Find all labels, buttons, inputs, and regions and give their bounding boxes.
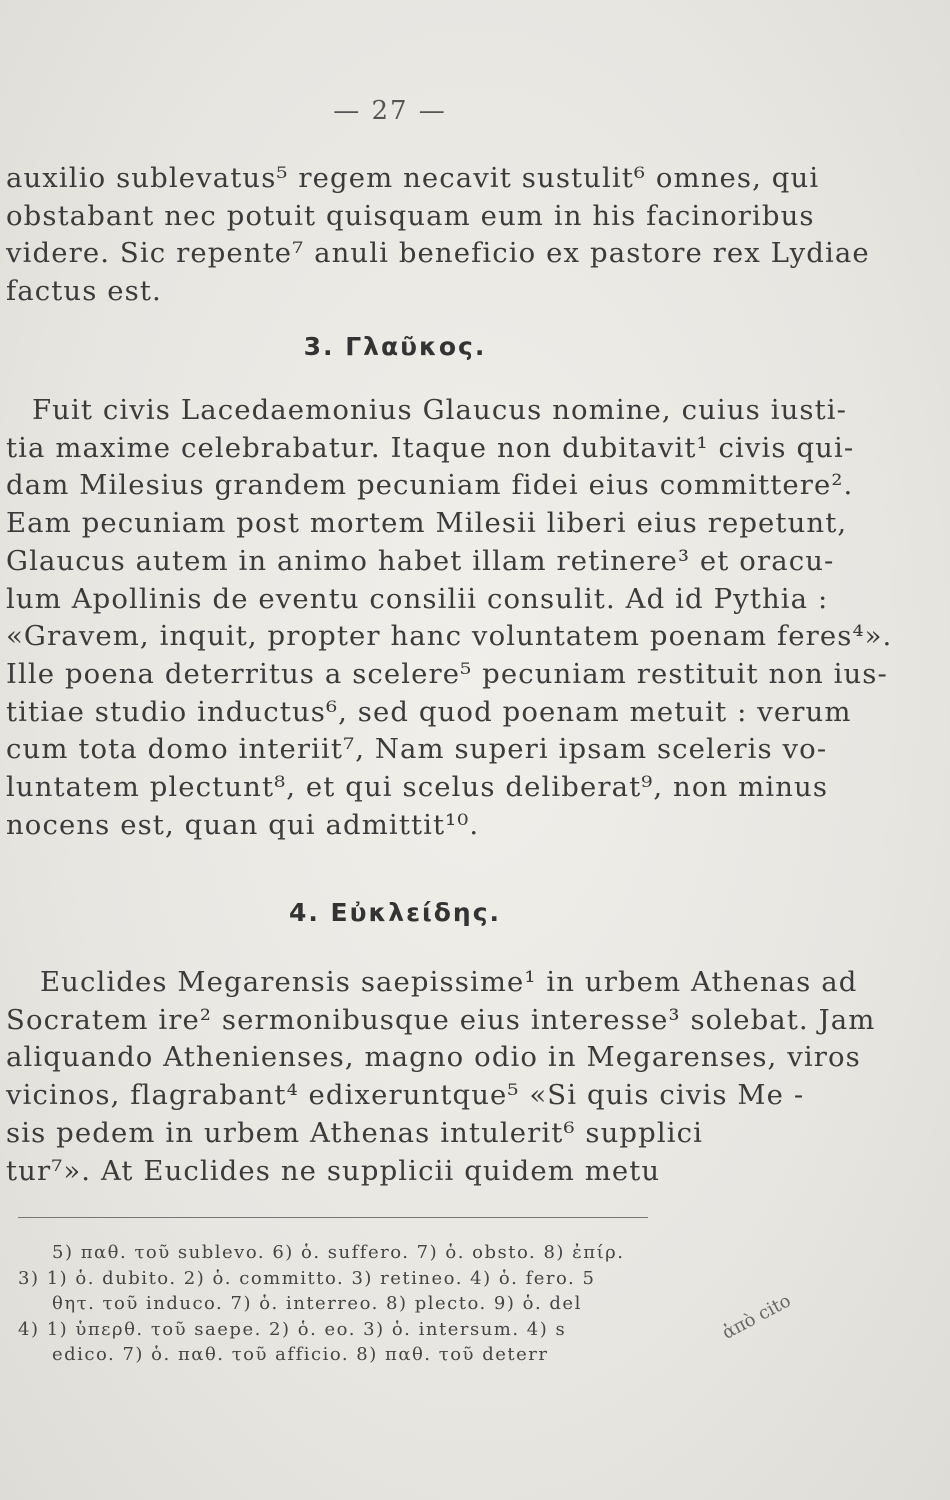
paragraph-gyges-end: [6, 160, 870, 311]
text-line: aliquando Athenienses, magno odio in Megarenses, viros: [6, 1041, 861, 1074]
text-line: factus est.: [6, 275, 162, 308]
section-heading-euclides: 4. Εὐκλείδης.: [288, 898, 502, 927]
text-line: lum Apollinis de eventu consilii consulit. Ad id Pythia :: [6, 582, 829, 615]
text-line: «Gravem, inquit, propter hanc voluntatem poenam feres⁴».: [6, 620, 893, 653]
text-line: Eam pecuniam post mortem Milesii liberi eius repetunt,: [6, 507, 848, 540]
section-heading-glaucus: 3. Γλαῦκος.: [303, 332, 487, 361]
footnote-line: θητ. τοῦ induco. 7) ὁ. interreo. 8) plecto. 9) ὁ. del: [52, 1293, 582, 1314]
text-line: Glaucus autem in animo habet illam retinere³ et oracu-: [6, 544, 835, 577]
footnote-line: 3) 1) ὁ. dubito. 2) ὁ. committo. 3) retineo. 4) ὁ. fero. 5: [18, 1267, 596, 1289]
text-line: tia maxime celebrabatur. Itaque non dubitavit¹ civis qui-: [6, 431, 855, 464]
footnote-divider: [18, 1217, 648, 1218]
footnotes: [18, 1240, 818, 1368]
text-line: cum tota domo interiit⁷, Nam superi ipsam sceleris vo-: [6, 733, 828, 766]
text-line: tur⁷». At Euclides ne supplicii quidem metu: [6, 1154, 661, 1187]
footnote-line: 4) 1) ὑπερθ. τοῦ saepe. 2) ὁ. eo. 3) ὁ. intersum. 4) s: [18, 1318, 567, 1340]
text-line: auxilio sublevatus⁵ regem necavit sustulit⁶ omnes, qui: [6, 162, 820, 194]
text-line: vicinos, flagrabant⁴ edixeruntque⁵ «Si quis civis Me -: [6, 1079, 805, 1112]
text-line: Fuit civis Lacedaemonius Glaucus nomine, cuius iusti-: [32, 394, 848, 426]
text-line: Ille poena deterritus a scelere⁵ pecuniam restituit non ius-: [6, 657, 888, 690]
text-line: Euclides Megarensis saepissime¹ in urbem Athenas ad: [40, 966, 858, 998]
text-line: nocens est, quan qui admittit¹⁰.: [6, 808, 480, 841]
margin-note: ἀπὸ cito: [718, 1290, 795, 1344]
text-line: obstabant nec potuit quisquam eum in his facinoribus: [6, 199, 815, 232]
footnote-line: edico. 7) ὁ. παθ. τοῦ afficio. 8) παθ. τοῦ deterr: [52, 1344, 549, 1365]
page-number: — 27 —: [333, 96, 447, 126]
text-line: Socratem ire² sermonibusque eius interesse³ solebat. Jam: [6, 1003, 876, 1036]
text-line: videre. Sic repente⁷ anuli beneficio ex pastore rex Lydiae: [6, 237, 870, 270]
text-line: sis pedem in urbem Athenas intulerit⁶ supplici: [6, 1116, 704, 1149]
text-line: titiae studio inductus⁶, sed quod poenam metuit : verum: [6, 695, 852, 728]
paragraph-euclides: [6, 964, 876, 1190]
footnote-line: 5) παθ. τοῦ sublevo. 6) ὁ. suffero. 7) ὁ. obsto. 8) ἐπίρ.: [52, 1242, 625, 1263]
text-line: dam Milesius grandem pecuniam fidei eius committere².: [6, 469, 854, 502]
text-line: luntatem plectunt⁸, et qui scelus deliberat⁹, non minus: [6, 771, 829, 804]
paragraph-glaucus: [6, 392, 893, 844]
